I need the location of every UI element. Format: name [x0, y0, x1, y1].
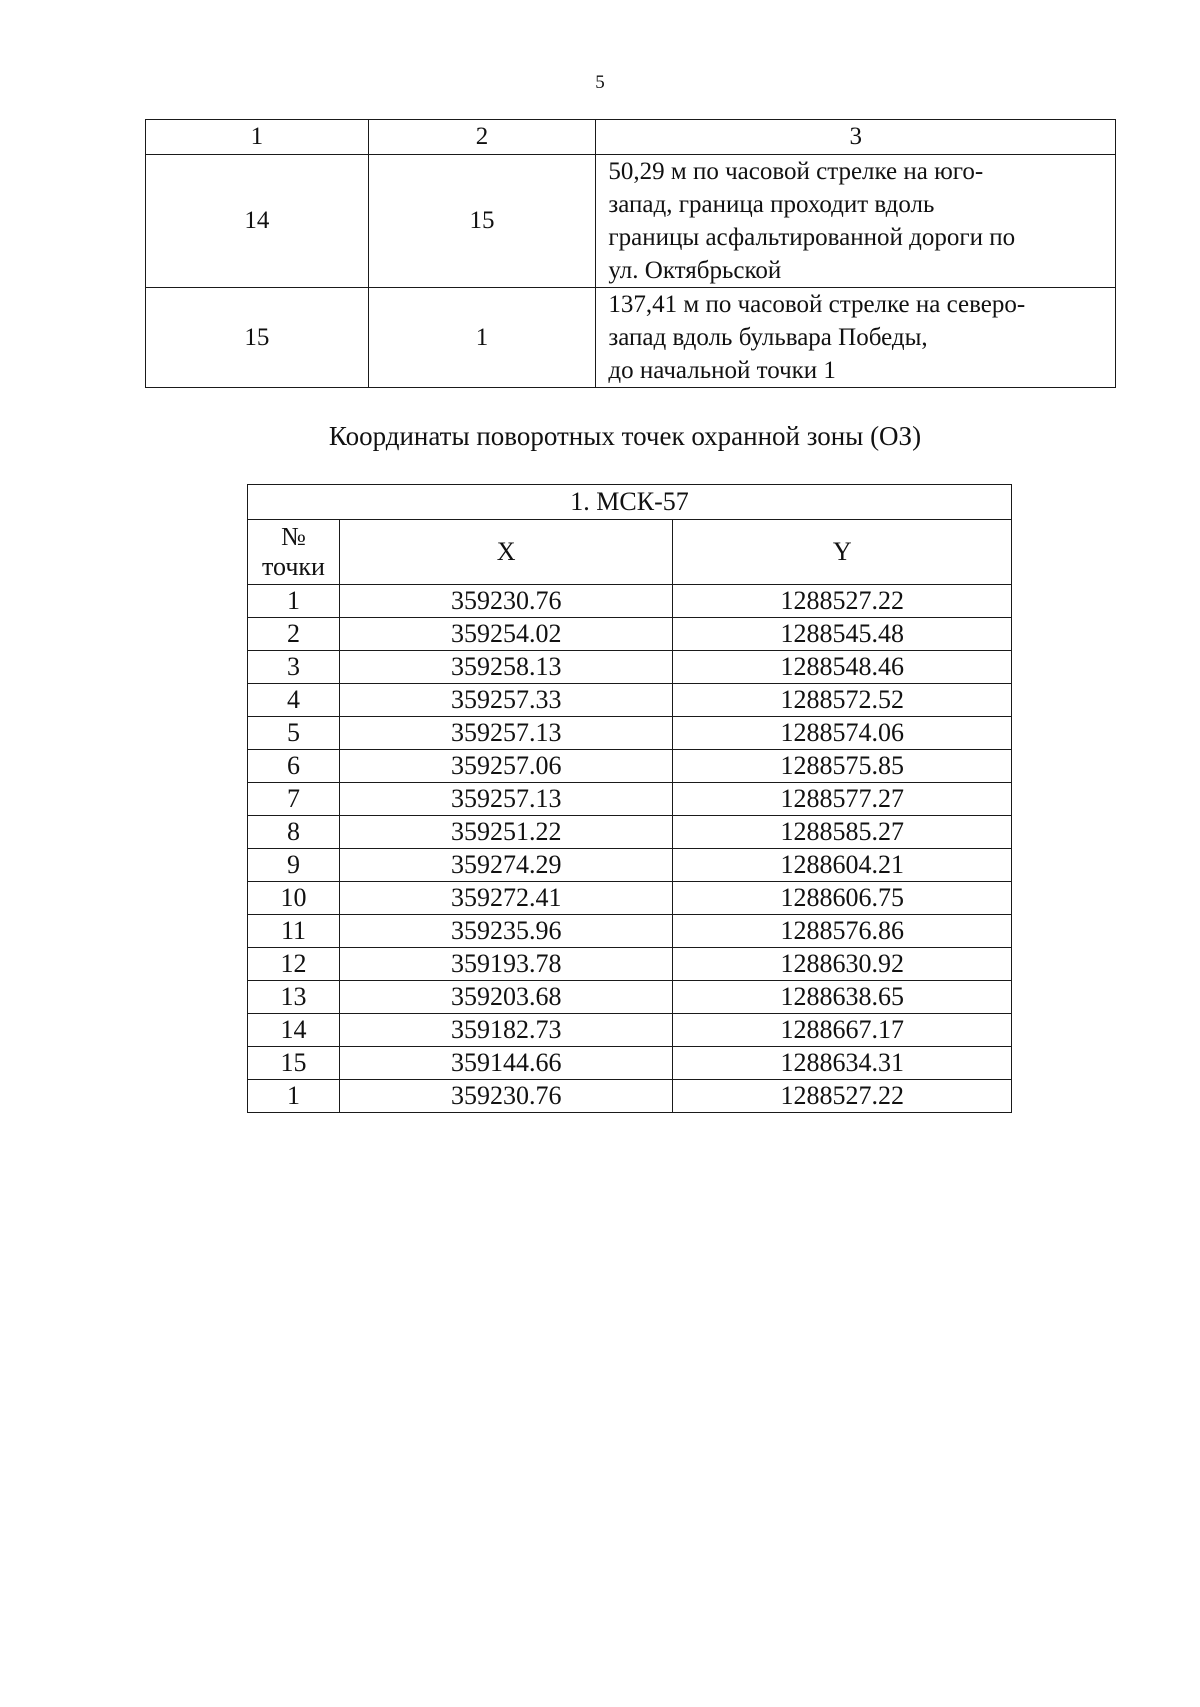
section-title: Координаты поворотных точек охранной зоны (ОЗ): [328, 421, 922, 451]
table-row: [248, 585, 1012, 618]
point-number-header-word: точки: [261, 552, 325, 581]
boundary-header-col-2: 2: [368, 120, 596, 155]
y-coordinate-cell: 1288585.27: [673, 816, 1012, 849]
y-coordinate-cell: 1288577.27: [673, 783, 1012, 816]
x-coordinate-cell: 359274.29: [339, 849, 673, 882]
x-coordinate-cell: 359230.76: [339, 1080, 673, 1113]
point-number-cell: 1: [248, 585, 340, 618]
point-number-cell: 13: [248, 981, 340, 1014]
x-coordinate-cell: 359251.22: [339, 816, 673, 849]
table-row: [248, 684, 1012, 717]
y-coordinate-cell: 1288572.52: [673, 684, 1012, 717]
table-row: [248, 948, 1012, 981]
point-number-cell: 2: [248, 618, 340, 651]
description-line: запад, граница проходит вдоль: [608, 191, 935, 218]
y-coordinate-cell: 1288576.86: [673, 915, 1012, 948]
x-coordinate-cell: 359257.33: [339, 684, 673, 717]
y-coordinate-cell: 1288638.65: [673, 981, 1012, 1014]
table-row: [248, 849, 1012, 882]
boundary-description: [596, 155, 1116, 288]
x-coordinate-cell: 359203.68: [339, 981, 673, 1014]
y-coordinate-cell: 1288548.46: [673, 651, 1012, 684]
description-line: до начальной точки 1: [608, 357, 836, 384]
boundary-to-point: 15: [368, 155, 596, 288]
y-coordinate-cell: 1288575.85: [673, 750, 1012, 783]
description-line: 137,41 м по часовой стрелке на северо-: [608, 291, 1026, 318]
coordinate-system-label: 1. МСК-57: [248, 485, 1012, 520]
description-line: границы асфальтированной дороги по: [608, 224, 1016, 251]
coordinates-header-row: [248, 520, 1012, 585]
table-row: [248, 882, 1012, 915]
point-number-cell: 5: [248, 717, 340, 750]
point-number-cell: 14: [248, 1014, 340, 1047]
coordinates-body: [248, 585, 1012, 1113]
table-row: [248, 1014, 1012, 1047]
boundary-description: [596, 288, 1116, 388]
table-row: [248, 1080, 1012, 1113]
point-number-cell: 6: [248, 750, 340, 783]
x-coordinate-cell: 359272.41: [339, 882, 673, 915]
description-line: 50,29 м по часовой стрелке на юго-: [608, 158, 984, 185]
table-row: [248, 915, 1012, 948]
boundary-from-point: 14: [146, 155, 369, 288]
table-row: [248, 618, 1012, 651]
y-coordinate-cell: 1288527.22: [673, 1080, 1012, 1113]
table-row: [248, 981, 1012, 1014]
y-column-header: Y: [673, 520, 1012, 585]
x-coordinate-cell: 359182.73: [339, 1014, 673, 1047]
boundary-header-col-1: 1: [146, 120, 369, 155]
point-number-cell: 9: [248, 849, 340, 882]
y-coordinate-cell: 1288604.21: [673, 849, 1012, 882]
x-coordinate-cell: 359230.76: [339, 585, 673, 618]
page-number: 5: [595, 72, 605, 93]
y-coordinate-cell: 1288574.06: [673, 717, 1012, 750]
point-number-cell: 8: [248, 816, 340, 849]
table-row: [248, 651, 1012, 684]
x-coordinate-cell: 359257.13: [339, 717, 673, 750]
point-number-cell: 7: [248, 783, 340, 816]
y-coordinate-cell: 1288527.22: [673, 585, 1012, 618]
point-number-cell: 10: [248, 882, 340, 915]
point-number-cell: 3: [248, 651, 340, 684]
x-coordinate-cell: 359258.13: [339, 651, 673, 684]
table-row: [248, 717, 1012, 750]
y-coordinate-cell: 1288667.17: [673, 1014, 1012, 1047]
point-number-cell: 11: [248, 915, 340, 948]
point-number-header: [248, 520, 340, 585]
table-row: [248, 816, 1012, 849]
x-coordinate-cell: 359254.02: [339, 618, 673, 651]
description-line: запад вдоль бульвара Победы,: [608, 324, 928, 351]
x-coordinate-cell: 359235.96: [339, 915, 673, 948]
boundary-from-point: 15: [146, 288, 369, 388]
x-column-header: X: [339, 520, 673, 585]
boundary-to-point: 1: [368, 288, 596, 388]
y-coordinate-cell: 1288630.92: [673, 948, 1012, 981]
table-row: [146, 155, 1116, 288]
point-number-cell: 1: [248, 1080, 340, 1113]
description-line: ул. Октябрьской: [608, 257, 782, 284]
table-row: [248, 1047, 1012, 1080]
y-coordinate-cell: 1288545.48: [673, 618, 1012, 651]
table-row: [248, 750, 1012, 783]
x-coordinate-cell: 359144.66: [339, 1047, 673, 1080]
point-number-cell: 12: [248, 948, 340, 981]
table-row: [146, 288, 1116, 388]
boundary-table: [145, 119, 1116, 388]
boundary-table-header: [146, 120, 1116, 155]
point-number-cell: 15: [248, 1047, 340, 1080]
y-coordinate-cell: 1288634.31: [673, 1047, 1012, 1080]
coordinates-table: [247, 484, 1012, 1113]
x-coordinate-cell: 359257.13: [339, 783, 673, 816]
y-coordinate-cell: 1288606.75: [673, 882, 1012, 915]
point-number-cell: 4: [248, 684, 340, 717]
table-row: [248, 783, 1012, 816]
boundary-header-col-3: 3: [596, 120, 1116, 155]
point-number-header-symbol: №: [281, 522, 306, 551]
x-coordinate-cell: 359257.06: [339, 750, 673, 783]
coordinate-system-row: [248, 485, 1012, 520]
x-coordinate-cell: 359193.78: [339, 948, 673, 981]
